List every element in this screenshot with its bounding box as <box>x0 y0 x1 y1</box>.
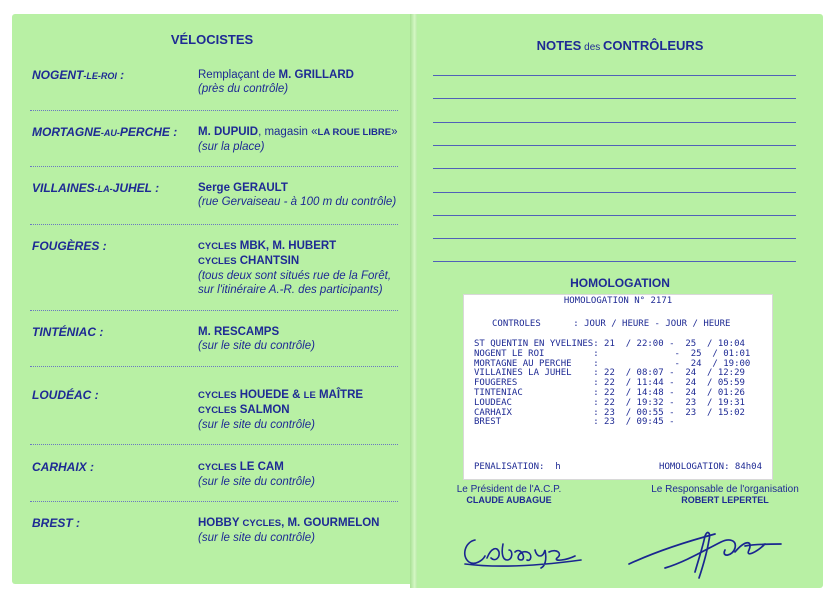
right-page <box>417 14 823 588</box>
ticket-row: MORTAGNE AU PERCHE : - 24 / 19:00 <box>474 358 751 369</box>
town-name: FOUGÈRES : <box>32 239 107 253</box>
signatory-role: Le Responsable de l'organisation <box>651 484 799 495</box>
signatory-name: ROBERT LEPERTEL <box>681 495 769 505</box>
velociste-details: HOBBY CYCLES, M. GOURMELON (sur le site du contrôle) <box>198 517 380 544</box>
note-line <box>433 192 796 193</box>
town-name: MORTAGNE-AU-PERCHE : <box>32 125 178 139</box>
ticket-number: HOMOLOGATION N° 2171 <box>563 296 673 306</box>
velociste-details: M. DUPUID, magasin «LA ROUE LIBRE» (sur la place) <box>198 126 398 153</box>
note-line <box>433 215 796 216</box>
president-signature-block <box>419 484 599 505</box>
ticket-row: ST QUENTIN EN YVELINES: 21 / 22:00 - 25 / 10:04 <box>474 339 745 349</box>
note-line <box>433 145 796 146</box>
town-name: VILLAINES-LA-JUHEL : <box>32 181 160 195</box>
velociste-details: CYCLES MBK, M. HUBERT CYCLES CHANTSIN (tous deux sont situés rue de la Forêt, sur l'itinéraire A.-R. des participants) <box>198 240 392 296</box>
left-page <box>12 14 412 584</box>
ticket-row: TINTENIAC : 22 / 14:48 - 24 / 01:26 <box>474 387 745 398</box>
divider <box>30 444 398 445</box>
velociste-details: Remplaçant de M. GRILLARD (près du contrôle) <box>198 69 354 95</box>
divider <box>30 110 398 111</box>
note-line <box>433 261 796 262</box>
organizer-signature-mark <box>625 522 785 582</box>
ticket-row: VILLAINES LA JUHEL : 22 / 08:07 - 24 / 12:29 <box>474 368 745 379</box>
velociste-details: CYCLES LE CAM (sur le site du contrôle) <box>198 461 315 488</box>
divider <box>30 224 398 225</box>
divider <box>30 310 398 311</box>
town-name: BREST : <box>32 516 80 530</box>
velociste-details: CYCLES HOUEDE & LE MAÎTRE CYCLES SALMON (sur le site du contrôle) <box>198 389 364 431</box>
note-line <box>433 98 796 99</box>
town-name: LOUDÉAC : <box>32 388 99 402</box>
ticket-row: BREST : 23 / 09:45 - <box>474 417 675 428</box>
divider <box>30 166 398 167</box>
note-line <box>433 75 796 76</box>
penalty-value: PENALISATION: h <box>474 462 561 472</box>
president-signature-mark <box>457 530 587 570</box>
velocistes-title: VÉLOCISTES <box>170 32 254 47</box>
note-line <box>433 168 796 169</box>
divider <box>30 366 398 367</box>
note-line <box>433 238 796 239</box>
homologation-title: HOMOLOGATION <box>570 276 670 290</box>
ticket-column-header: CONTROLES : JOUR / HEURE - JOUR / HEURE <box>492 319 731 329</box>
town-name: TINTÉNIAC : <box>32 325 104 339</box>
divider <box>30 501 398 502</box>
ticket-row: LOUDEAC : 22 / 19:32 - 23 / 19:31 <box>474 397 745 408</box>
velociste-details: M. RESCAMPS (sur le site du contrôle) <box>198 326 315 352</box>
town-name: CARHAIX : <box>32 460 94 474</box>
ticket-rows <box>474 340 750 428</box>
note-line <box>433 122 796 123</box>
notes-title: NOTES des CONTRÔLEURS <box>536 38 704 53</box>
town-name: NOGENT-LE-ROI : <box>32 68 125 82</box>
ticket-row: CARHAIX : 23 / 00:55 - 23 / 15:02 <box>474 407 745 418</box>
velociste-details: Serge GERAULT (rue Gervaiseau - à 100 m du contrôle) <box>198 182 397 208</box>
ticket-row: NOGENT LE ROI : - 25 / 01:01 <box>474 348 751 359</box>
organizer-signature-block <box>635 484 815 505</box>
homologation-ticket <box>463 294 773 480</box>
ticket-row: FOUGERES : 22 / 11:44 - 24 / 05:59 <box>474 378 745 389</box>
signatory-name: CLAUDE AUBAGUE <box>466 495 552 505</box>
signatory-role: Le Président de l'A.C.P. <box>456 484 562 495</box>
homologation-time: HOMOLOGATION: 84h04 <box>659 462 762 472</box>
